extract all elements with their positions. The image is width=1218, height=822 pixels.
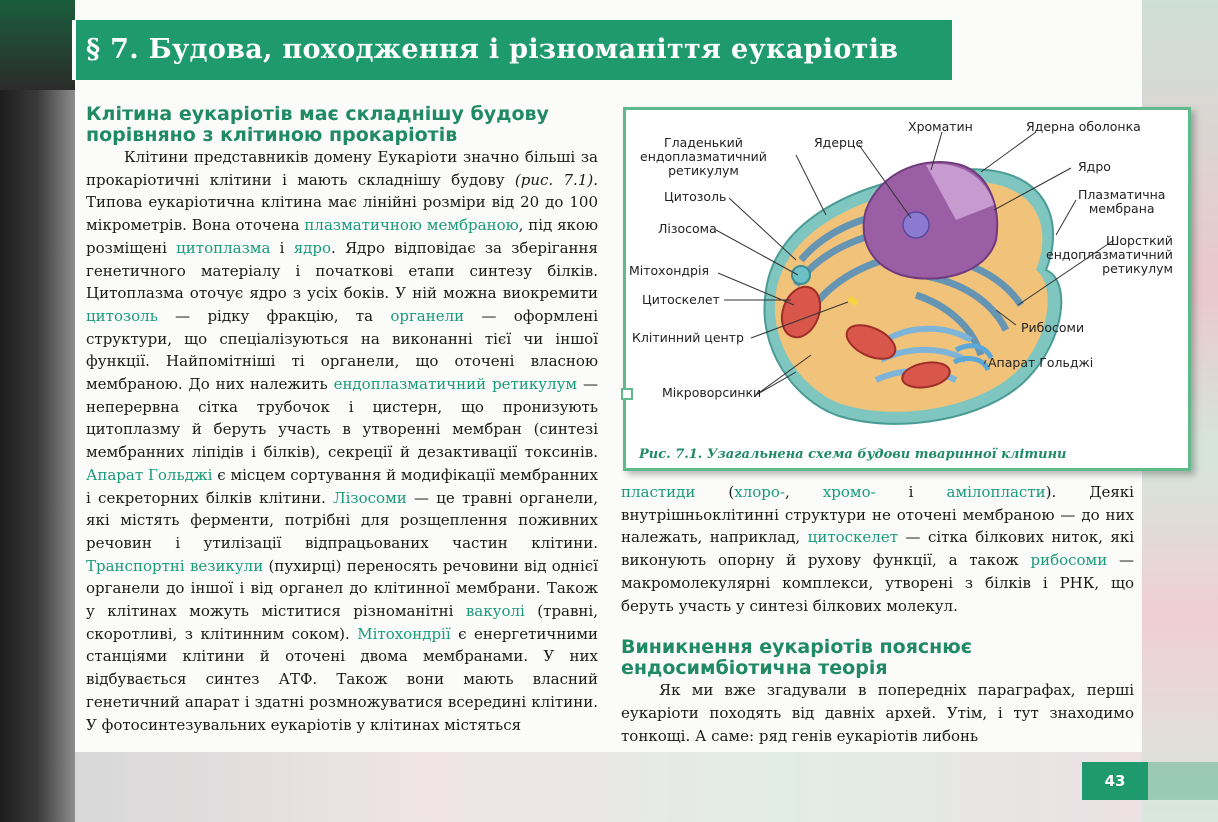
left-decor xyxy=(0,0,75,822)
text: — макромолекулярні комплекси, утворені з білків і РНК, що беруть участь у синтезі білкових молекул. xyxy=(621,551,1134,615)
term-golgi: Апарат Гольджі xyxy=(86,465,213,484)
term-nucleus: ядро xyxy=(293,238,332,257)
label-ribosomes: Рибосоми xyxy=(1021,320,1085,335)
text: Типова еукаріотична клітина має лінійні розміри від 20 до 100 мікрометрів. Вона оточена xyxy=(86,193,598,235)
label-golgi: Апарат Гольджі xyxy=(988,355,1094,370)
label-mitochondrion: Мітохондрія xyxy=(629,263,709,278)
text: (травні, скоротливі, з клітинним соком). xyxy=(86,602,598,643)
term-lysosomes: Лізосоми xyxy=(333,488,407,507)
term-plastids: пластиди xyxy=(621,483,696,501)
term-organelles: органели xyxy=(390,306,465,325)
text: — сітка білкових ниток, які виконують опорну й рухову функції, а також xyxy=(621,528,1134,570)
label-microvilli: Мікроворсинки xyxy=(662,385,762,400)
label-rough-er: Шорсткий ендоплазматичний ретикулум xyxy=(1046,233,1173,276)
term-mitochondria: Мітохондрії xyxy=(357,624,451,643)
text: є місцем сортування й модифікації мембранних і секреторних білків клітини. xyxy=(86,465,598,507)
right-paragraph-2: Як ми вже згадували в попередніх параграфах, перші еукаріоти походять від давніх архей. Утім, і тут знаходимо тонкощі. А саме: ряд генів еукаріотів либонь xyxy=(621,681,1134,745)
text: ). Деякі внутрішньоклітинні структури не оточені мембраною — до них належать, наприклад, xyxy=(621,483,1134,547)
term-cytosol: цитозоль xyxy=(86,306,158,325)
text: — це травні органели, які містять ферменти, потрібні для розщеплення поживних речовин і утилізації відпрацьованих частин клітини. xyxy=(86,488,598,552)
left-decor-top xyxy=(0,0,75,90)
term-chloro: хлоро- xyxy=(734,483,786,501)
term-er: ендоплазматичний ретикулум xyxy=(333,375,578,394)
label-nucleus: Ядро xyxy=(1078,159,1111,174)
section-title: § 7. Будова, походження і різноманіття еукаріотів xyxy=(86,34,899,65)
text: , xyxy=(785,483,823,501)
left-column xyxy=(86,104,598,736)
term-cytoplasm: цитоплазма xyxy=(176,238,271,257)
label-nuclear-envelope: Ядерна оболонка xyxy=(1026,119,1141,134)
text: — неперервна сітка трубочок і цистерн, що пронизують цитоплазму й беруть участь в утворенні мембран (синтезі мембранних ліпідів і білків), секреції й дезактивації токсинів. xyxy=(86,375,598,462)
term-vacuoles: вакуолі xyxy=(465,602,525,621)
bottom-decor xyxy=(75,752,1142,822)
label-cell-center: Клітинний центр xyxy=(632,330,744,345)
text: є енергетичними станціями клітини й оточені двома мембранами. У них відбувається синтез АТФ. Також вони мають власний генетичний апарат і здатні розмножуватися всередині клітини. У фотосинтезувальних еукаріотів у клітинах містяться xyxy=(86,624,598,734)
left-heading: Клітина еукаріотів має складнішу будову порівняно з клітиною прокаріотів xyxy=(86,103,549,146)
term-ribosomes: рибосоми xyxy=(1030,551,1108,570)
page-number-strip xyxy=(1148,762,1218,800)
text: Клітини представників домену Еукаріоти значно більші за прокаріотичні клітини і мають складнішу будову xyxy=(86,148,598,189)
label-cytoskeleton: Цитоскелет xyxy=(642,292,720,307)
text: і xyxy=(270,238,294,257)
figure-corner-marker xyxy=(621,388,633,400)
text: — оформлені структури, що спеціалізуються на виконанні тієї чи іншої функції. Найпомітніші ті органели, що оточені власною мембраною. До них належить xyxy=(86,306,598,394)
text: (пухирці) переносять речовини від однієї органели до іншої і від органел до клітинної мембрани. Також у клітинах можуть міститися різноманітні xyxy=(86,556,599,621)
term-chromo: хромо- xyxy=(822,483,876,501)
label-nucleolus: Ядерце xyxy=(814,135,864,150)
label-plasma-membrane: Плазматична мембрана xyxy=(1078,187,1166,216)
text: , під якою розміщені xyxy=(86,216,598,257)
figure-caption: Рис. 7.1. Узагальнена схема будови тваринної клітини xyxy=(639,447,1067,462)
term-amyloplasts: амілопласти xyxy=(946,483,1046,501)
figure-ref: (рис. 7.1). xyxy=(514,170,598,189)
label-cytosol: Цитозоль xyxy=(664,189,727,204)
text: ( xyxy=(695,483,735,501)
cell-figure xyxy=(623,107,1191,471)
label-lysosome: Лізосома xyxy=(658,221,717,236)
term-cytoskeleton: цитоскелет xyxy=(807,528,899,547)
term-vesicles: Транспортні везикули xyxy=(86,556,264,575)
term-plasma-membrane: плазматичною мембраною xyxy=(304,216,519,235)
right-paragraph xyxy=(621,481,1134,617)
text: — рідку фракцію, та xyxy=(157,306,391,325)
section-header xyxy=(72,20,952,80)
label-chromatin: Хроматин xyxy=(908,119,973,134)
label-smooth-er: Гладенький ендоплазматичний ретикулум xyxy=(640,135,767,178)
right-heading: Виникнення еукаріотів пояснює ендосимбіотична теорія xyxy=(621,636,973,680)
left-paragraph xyxy=(86,146,598,736)
right-column xyxy=(621,481,1134,747)
text: . Ядро відповідає за зберігання генетичного матеріалу і початкові етапи синтезу білків. Цитоплазма оточує ядро з усіх боків. У ній можна виокремити xyxy=(86,238,598,303)
text: і xyxy=(875,483,947,501)
page-number: 43 xyxy=(1082,762,1148,800)
